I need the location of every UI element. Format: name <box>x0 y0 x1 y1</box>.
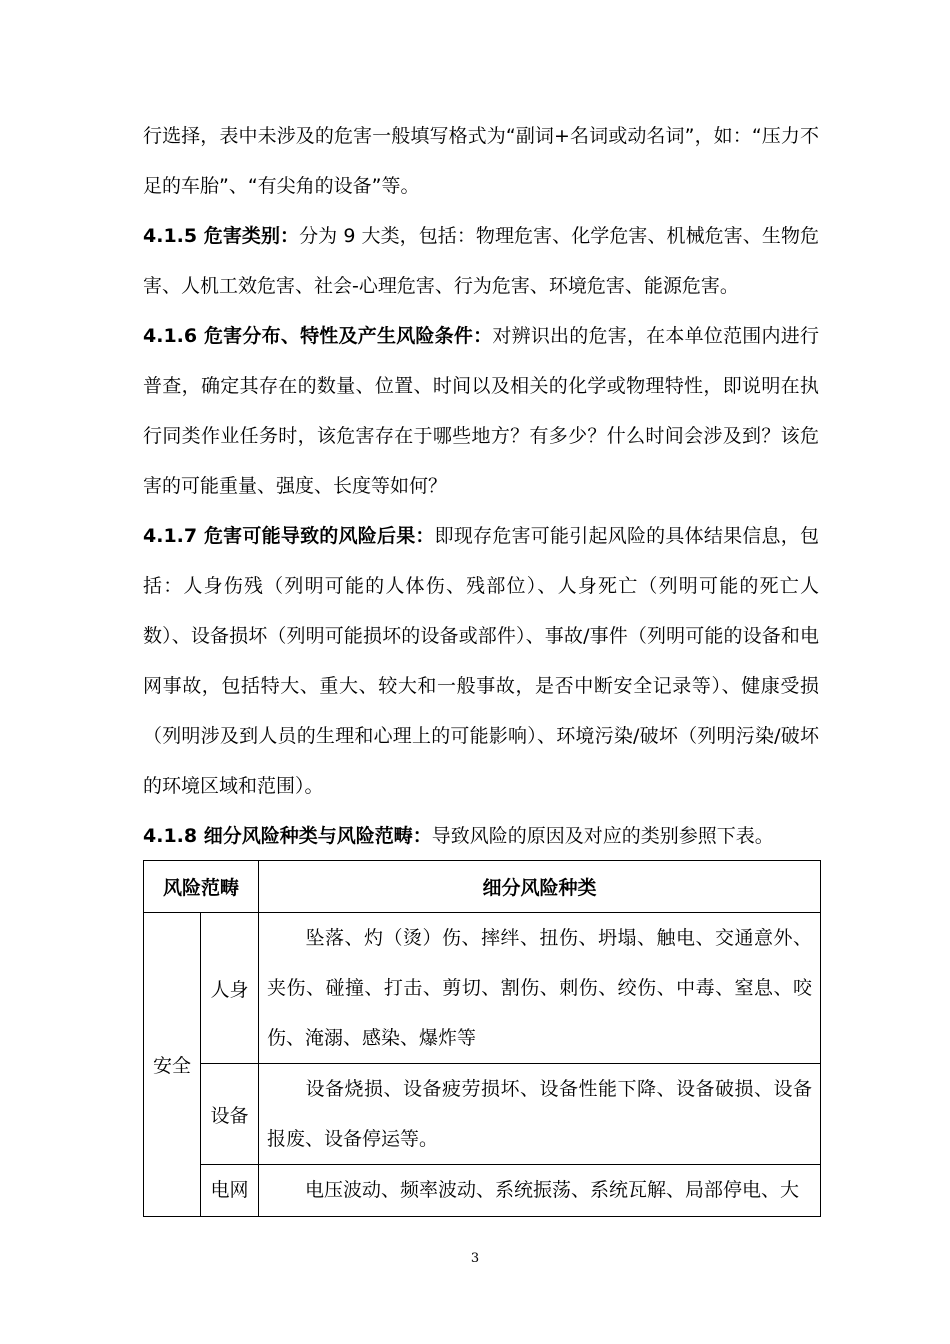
section-heading: 4.1.8 细分风险种类与风险范畴： <box>143 825 432 847</box>
risk-category-table <box>143 860 821 1217</box>
header-risk-subtypes: 细分风险种类 <box>259 861 821 913</box>
table-header-row <box>144 861 821 913</box>
section-heading: 4.1.7 危害可能导致的风险后果： <box>143 525 435 547</box>
table-row <box>144 1165 821 1217</box>
paragraph-risk-consequence <box>143 511 819 811</box>
paragraph-continuation <box>143 111 819 211</box>
description-cell <box>259 1064 821 1165</box>
paragraph-text: 导致风险的原因及对应的类别参照下表。 <box>431 825 774 847</box>
description-text: 电压波动、频率波动、系统振荡、系统瓦解、局部停电、大 <box>305 1179 800 1201</box>
table-row <box>144 1064 821 1165</box>
description-cell <box>259 913 821 1064</box>
document-body <box>143 111 819 861</box>
section-heading: 4.1.6 危害分布、特性及产生风险条件： <box>143 325 493 347</box>
paragraph-risk-types <box>143 811 819 861</box>
paragraph-text: 即现存危害可能引起风险的具体结果信息，包括：人身伤残（列明可能的人体伤、残部位）、人身死亡（列明可能的死亡人数）、设备损坏（列明可能损坏的设备或部件）、事故/事件（列明可能的设备和电网事故，包括特大、重大、较大和一般事故，是否中断安全记录等）、健康受损（列明涉及到人员的生理和心理上的可能影响）、环境污染/破坏（列明污染/破坏的环境区域和范围）。 <box>143 525 819 797</box>
description-text: 设备烧损、设备疲劳损坏、设备性能下降、设备破损、设备报废、设备停运等。 <box>267 1078 813 1150</box>
section-heading: 4.1.5 危害类别： <box>143 225 300 247</box>
table-row <box>144 913 821 1064</box>
paragraph-text: 行选择，表中未涉及的危害一般填写格式为“副词+名词或动名词”，如：“压力不足的车胎”、“有尖角的设备”等。 <box>143 125 819 197</box>
page-number: 3 <box>470 1251 480 1266</box>
paragraph-hazard-distribution <box>143 311 819 511</box>
paragraph-text: 分为 9 大类，包括：物理危害、化学危害、机械危害、生物危害、人机工效危害、社会-心理危害、行为危害、环境危害、能源危害。 <box>143 225 820 297</box>
category-cell-equipment: 设备 <box>201 1064 259 1165</box>
header-risk-category: 风险范畴 <box>144 861 259 913</box>
paragraph-text: 对辨识出的危害，在本单位范围内进行普查，确定其存在的数量、位置、时间以及相关的化学或物理特性，即说明在执行同类作业任务时，该危害存在于哪些地方？有多少？什么时间会涉及到？该危害的可能重量、强度、长度等如何？ <box>143 325 819 497</box>
description-cell <box>259 1165 821 1217</box>
group-cell-safety: 安全 <box>144 913 201 1217</box>
category-cell-personal: 人身 <box>201 913 259 1064</box>
category-cell-grid: 电网 <box>201 1165 259 1217</box>
paragraph-hazard-category <box>143 211 819 311</box>
description-text: 坠落、灼（烫）伤、摔绊、扭伤、坍塌、触电、交通意外、夹伤、碰撞、打击、剪切、割伤、刺伤、绞伤、中毒、窒息、咬伤、淹溺、感染、爆炸等 <box>267 927 813 1049</box>
